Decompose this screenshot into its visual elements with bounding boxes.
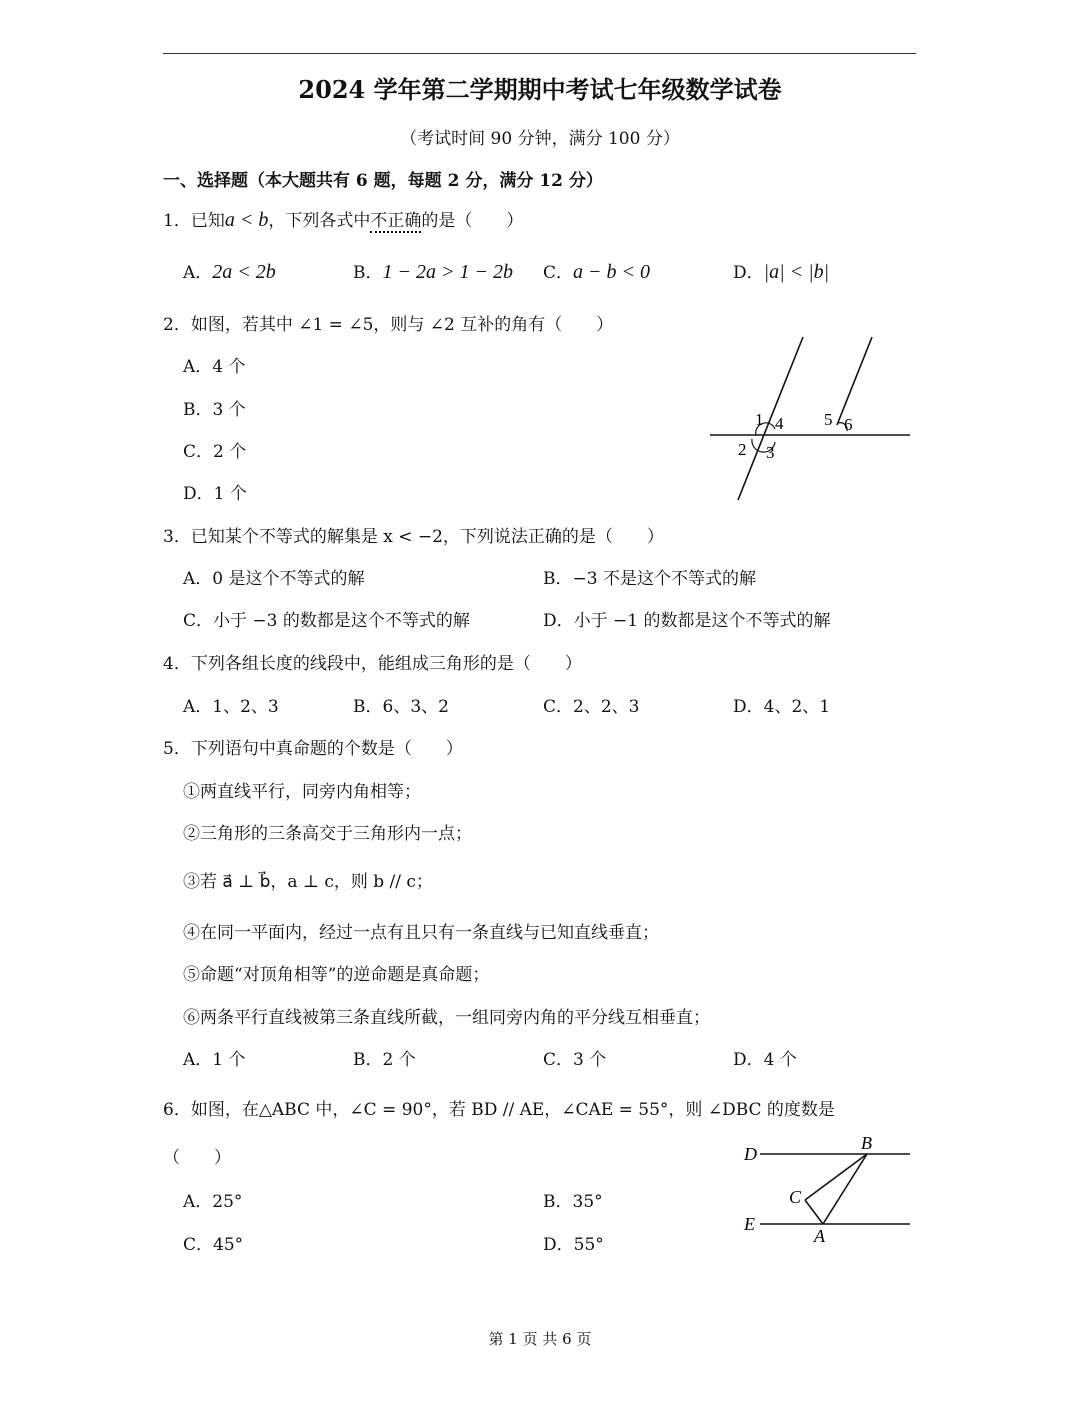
question-4: 4．下列各组长度的线段中，能组成三角形的是（ ） [163,654,582,674]
q5-statement-6: ⑥两条平行直线被第三条直线所截，一组同旁内角的平分线互相垂直； [183,1008,710,1028]
question-6: 6．如图，在△ABC 中，∠C = 90°，若 BD // AE，∠CAE = 55°，则 ∠DBC 的度数是 [163,1100,835,1120]
q6-option-d: D．55° [543,1235,604,1255]
q1-option-b: B．1 − 2a > 1 − 2b [353,261,513,283]
q2-option-c: C．2 个 [183,442,247,462]
q3-option-b: B．−3 不是这个不等式的解 [543,569,756,589]
q5-statement-1: ①两直线平行，同旁内角相等； [183,782,421,802]
section-heading: 一、选择题（本大题共有 6 题，每题 2 分，满分 12 分） [163,171,603,191]
q6-figure [735,1130,920,1250]
q6-option-c: C．45° [183,1235,244,1255]
q4-option-b: B．6、3、2 [353,697,449,717]
q5-statement-4: ④在同一平面内，经过一点有且只有一条直线与已知直线垂直； [183,923,659,943]
q3-option-c: C．小于 −3 的数都是这个不等式的解 [183,611,470,631]
q5-option-d: D．4 个 [733,1050,797,1070]
q5-statement-5: ⑤命题“对顶角相等”的逆命题是真命题； [183,965,490,985]
q1-option-a: A．2a < 2b [183,261,276,283]
q1-option-d: D．|a| < |b| [733,261,830,283]
q5-statement-2: ②三角形的三条高交于三角形内一点； [183,824,472,844]
q1-post: 的是（ ） [421,211,524,231]
q2-label-2: 2 [738,440,747,459]
q6-label-b: B [861,1133,872,1153]
q6-label-d: D [744,1144,757,1164]
q2-label-6: 6 [844,415,853,434]
q2-label-1: 1 [755,410,764,429]
q1-emphasis: 不正确 [370,211,422,231]
q6-segment-bc [805,1154,867,1200]
q1-mid: ，下列各式中 [268,211,371,231]
q5-option-b: B．2 个 [353,1050,416,1070]
q1-pre: 已知 [190,211,225,231]
q1-condition: a < b [224,209,269,231]
q5-option-a: A．1 个 [183,1050,246,1070]
q2-figure [700,330,920,505]
q6-answer-paren: （ ） [163,1148,231,1168]
page-footer: 第 1 页 共 6 页 [488,1330,592,1348]
q4-option-c: C．2、2、3 [543,697,640,717]
question-5: 5．下列语句中真命题的个数是（ ） [163,739,463,759]
exam-title: 2024 学年第二学期期中考试七年级数学试卷 [298,75,782,104]
q6-segment-ca [805,1200,823,1224]
q1-number: 1． [163,211,191,231]
q3-option-d: D．小于 −1 的数都是这个不等式的解 [543,611,831,631]
top-rule [163,53,916,54]
exam-subtitle: （考试时间 90 分钟，满分 100 分） [400,129,680,149]
q2-option-d: D．1 个 [183,484,247,504]
q5-statement-3: ③若 a⃗ ⊥ b⃗，a ⊥ c，则 b // c； [183,872,433,892]
q4-option-a: A．1、2、3 [183,697,279,717]
q6-label-e: E [744,1214,755,1234]
q6-option-a: A．25° [183,1192,243,1212]
q3-option-a: A．0 是这个不等式的解 [183,569,365,589]
q6-label-a: A [814,1226,825,1246]
q2-option-b: B．3 个 [183,400,246,420]
q5-option-c: C．3 个 [543,1050,607,1070]
q6-option-b: B．35° [543,1192,603,1212]
q4-option-d: D．4、2、1 [733,697,831,717]
q2-transversal-right [837,337,872,425]
q6-segment-ba [823,1154,867,1224]
question-2: 2．如图，若其中 ∠1 = ∠5，则与 ∠2 互补的角有（ ） [163,315,614,335]
question-3: 3．已知某个不等式的解集是 x < −2，下列说法正确的是（ ） [163,527,664,547]
q2-label-4: 4 [775,414,784,433]
q2-label-3: 3 [766,443,775,462]
q2-transversal-left [738,337,803,500]
q1-option-c: C．a − b < 0 [543,261,651,283]
question-1 [163,206,523,232]
q2-option-a: A．4 个 [183,357,246,377]
q2-label-5: 5 [824,410,833,429]
q6-label-c: C [789,1187,802,1207]
